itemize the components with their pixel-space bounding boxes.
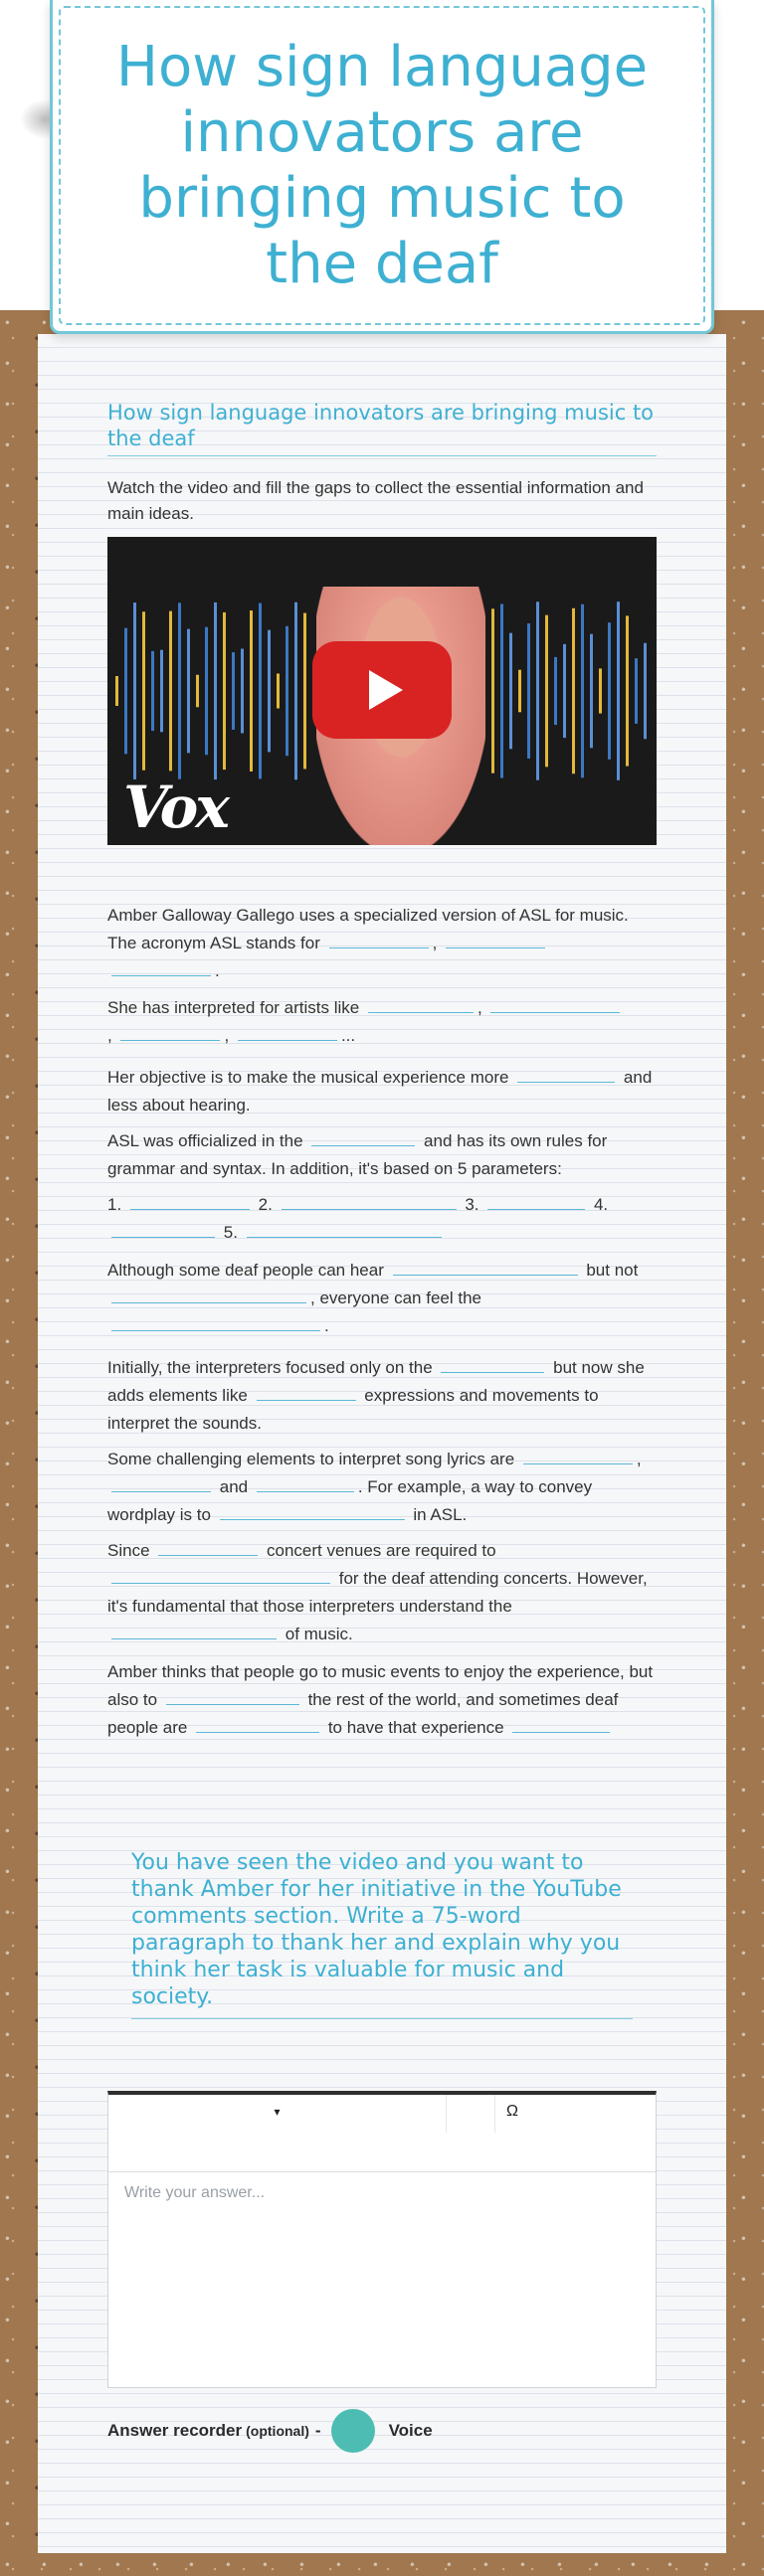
punct: ,	[224, 1026, 230, 1045]
instructions-text: Watch the video and fill the gaps to collect the essential information and main ideas.	[107, 478, 644, 523]
question-5-parameters	[107, 1191, 657, 1247]
question-text: and has its own rules for grammar and syntax. In addition, it's based on 5 parameters:	[107, 1131, 608, 1178]
wave-bar	[644, 643, 647, 739]
question-8	[107, 1446, 657, 1529]
question-text: Although some deaf people can hear	[107, 1261, 384, 1280]
gap-input[interactable]	[158, 1538, 258, 1556]
wave-bar	[518, 670, 521, 713]
item-number: 5.	[223, 1223, 238, 1242]
gap-input[interactable]	[517, 1065, 615, 1083]
gap-input[interactable]	[111, 1286, 306, 1303]
gap-input[interactable]	[393, 1258, 578, 1276]
wave-bar	[545, 615, 548, 768]
item-number: 4.	[593, 1195, 609, 1214]
wave-bar	[124, 628, 127, 755]
punct: ...	[340, 1026, 356, 1045]
question-text: , everyone can feel the	[310, 1288, 482, 1307]
wave-bar	[599, 668, 602, 713]
video-player[interactable]	[107, 537, 657, 845]
punct: .	[324, 1316, 329, 1335]
punct: .	[215, 961, 220, 980]
wave-bar	[205, 627, 208, 756]
gap-input[interactable]	[238, 1023, 337, 1041]
page-title: How sign language innovators are bringing music to the deaf	[115, 34, 649, 296]
wave-bar	[617, 601, 620, 780]
wave-bar	[554, 657, 557, 725]
question-7	[107, 1354, 657, 1438]
question-1	[107, 902, 657, 985]
question-4	[107, 1127, 657, 1183]
youtube-play-button[interactable]	[312, 641, 452, 739]
title-card-border	[59, 6, 705, 325]
record-button[interactable]	[331, 2409, 375, 2453]
title-card	[50, 0, 714, 334]
item-number: 1.	[107, 1195, 122, 1214]
gap-input[interactable]	[368, 995, 474, 1013]
question-6	[107, 1257, 657, 1340]
question-text: . For example, a way to convey wordplay is to	[107, 1477, 593, 1524]
punct: ,	[107, 1026, 112, 1045]
wave-bar	[527, 623, 530, 759]
wave-bar	[635, 658, 638, 724]
gap-input[interactable]	[329, 931, 429, 948]
wave-bar	[151, 651, 154, 731]
gap-input[interactable]	[130, 1192, 250, 1210]
gap-input[interactable]	[446, 931, 545, 948]
wave-bar	[115, 676, 118, 706]
question-text: Some challenging elements to interpret song lyrics are	[107, 1450, 515, 1468]
question-text: and	[219, 1477, 249, 1496]
question-text: the rest of the world, and sometimes deaf people are	[107, 1690, 619, 1737]
wave-bar	[572, 608, 575, 773]
wave-bar	[286, 626, 288, 756]
item-number: 3.	[465, 1195, 479, 1214]
gap-input[interactable]	[512, 1715, 610, 1733]
gap-input[interactable]	[311, 1128, 415, 1146]
play-icon	[369, 670, 403, 710]
wave-bar	[626, 615, 629, 766]
punct: ,	[636, 1450, 642, 1468]
gap-input[interactable]	[523, 1447, 633, 1464]
question-text: Amber Galloway Gallego uses a specialized version of ASL for music. The acronym ASL stands for	[107, 906, 629, 952]
gap-input[interactable]	[166, 1687, 299, 1705]
gap-input[interactable]	[257, 1383, 356, 1401]
format-dropdown[interactable]	[108, 2095, 447, 2133]
wave-bar	[509, 633, 512, 750]
punct: ,	[477, 998, 482, 1017]
gap-input[interactable]	[247, 1220, 442, 1238]
wave-bar	[214, 602, 217, 779]
question-text: to have that experience	[327, 1718, 504, 1737]
wave-bar	[536, 601, 539, 779]
answer-recorder	[107, 2408, 433, 2454]
chevron-down-icon: ▾	[274, 2105, 281, 2119]
vox-logo: Vox	[123, 773, 227, 841]
wave-bar	[491, 608, 494, 773]
question-text: but now she adds elements like	[107, 1358, 645, 1405]
question-text: Amber thinks that people go to music events to enjoy the experience, but also to	[107, 1662, 654, 1709]
special-characters-button[interactable]: Ω	[506, 2103, 518, 2120]
wave-bar	[268, 630, 271, 753]
gap-input[interactable]	[111, 1566, 330, 1584]
question-9	[107, 1537, 657, 1648]
wave-bar	[133, 602, 136, 779]
gap-input[interactable]	[441, 1355, 544, 1373]
recorder-dash: -	[314, 2421, 321, 2440]
question-text: Her objective is to make the musical experience more	[107, 1068, 509, 1087]
voice-label: Voice	[388, 2421, 433, 2440]
punct: ,	[432, 934, 438, 952]
wave-bar	[241, 649, 244, 734]
gap-input[interactable]	[120, 1023, 220, 1041]
wave-bar	[187, 629, 190, 754]
wave-bar	[608, 622, 611, 760]
question-text: and less about hearing.	[107, 1068, 653, 1115]
wave-bar	[277, 673, 280, 708]
wave-bar	[563, 644, 566, 738]
gap-input[interactable]	[111, 958, 211, 976]
question-text: for the deaf attending concerts. However, it's fundamental that those interpreters understand the	[107, 1569, 648, 1616]
gap-input[interactable]	[111, 1313, 320, 1331]
wave-bar	[250, 610, 253, 772]
question-text: concert venues are required to	[267, 1541, 496, 1560]
wave-bar	[590, 634, 593, 749]
wave-bar	[581, 604, 584, 777]
question-text: but not	[586, 1261, 639, 1280]
item-number: 2.	[258, 1195, 273, 1214]
gap-input[interactable]	[257, 1474, 354, 1492]
question-text: of music.	[285, 1625, 353, 1643]
gap-input[interactable]	[220, 1502, 405, 1520]
question-2	[107, 994, 657, 1050]
editor-toolbar	[108, 2095, 656, 2172]
gap-input[interactable]	[196, 1715, 319, 1733]
wave-bar	[223, 612, 226, 770]
recorder-label: Answer recorder	[107, 2421, 243, 2440]
gap-input[interactable]	[490, 995, 620, 1013]
section-title: How sign language innovators are bringing music to the deaf	[107, 400, 657, 456]
question-text: in ASL.	[413, 1505, 468, 1524]
wave-bar	[160, 650, 163, 733]
writing-prompt: You have seen the video and you want to thank Amber for her initiative in the YouTube comments section. Write a 75-word paragraph to thank her and explain why you think her task is valuable for music and society.	[131, 1849, 633, 2019]
question-text: Initially, the interpreters focused only on the	[107, 1358, 433, 1377]
question-text: ASL was officialized in the	[107, 1131, 303, 1150]
question-text: Since	[107, 1541, 150, 1560]
gap-input[interactable]	[111, 1220, 215, 1238]
wave-bar	[500, 603, 503, 777]
recorder-optional: (optional)	[246, 2423, 309, 2439]
wave-bar	[303, 613, 306, 770]
answer-textarea[interactable]	[108, 2172, 656, 2387]
wave-bar	[178, 602, 181, 778]
gap-input[interactable]	[111, 1474, 211, 1492]
wave-bar	[294, 602, 297, 780]
question-text: expressions and movements to interpret the sounds.	[107, 1386, 599, 1433]
answer-editor	[107, 2091, 657, 2388]
question-text: She has interpreted for artists like	[107, 998, 360, 1017]
wave-bar	[169, 611, 172, 772]
wave-bar	[142, 611, 145, 770]
question-10	[107, 1658, 657, 1742]
gap-input[interactable]	[487, 1192, 585, 1210]
gap-input[interactable]	[282, 1192, 457, 1210]
wave-bar	[196, 675, 199, 708]
toolbar-divider	[494, 2095, 495, 2133]
gap-input[interactable]	[111, 1622, 277, 1639]
question-3	[107, 1064, 657, 1119]
wave-bar	[232, 652, 235, 730]
wave-bar	[259, 603, 262, 779]
